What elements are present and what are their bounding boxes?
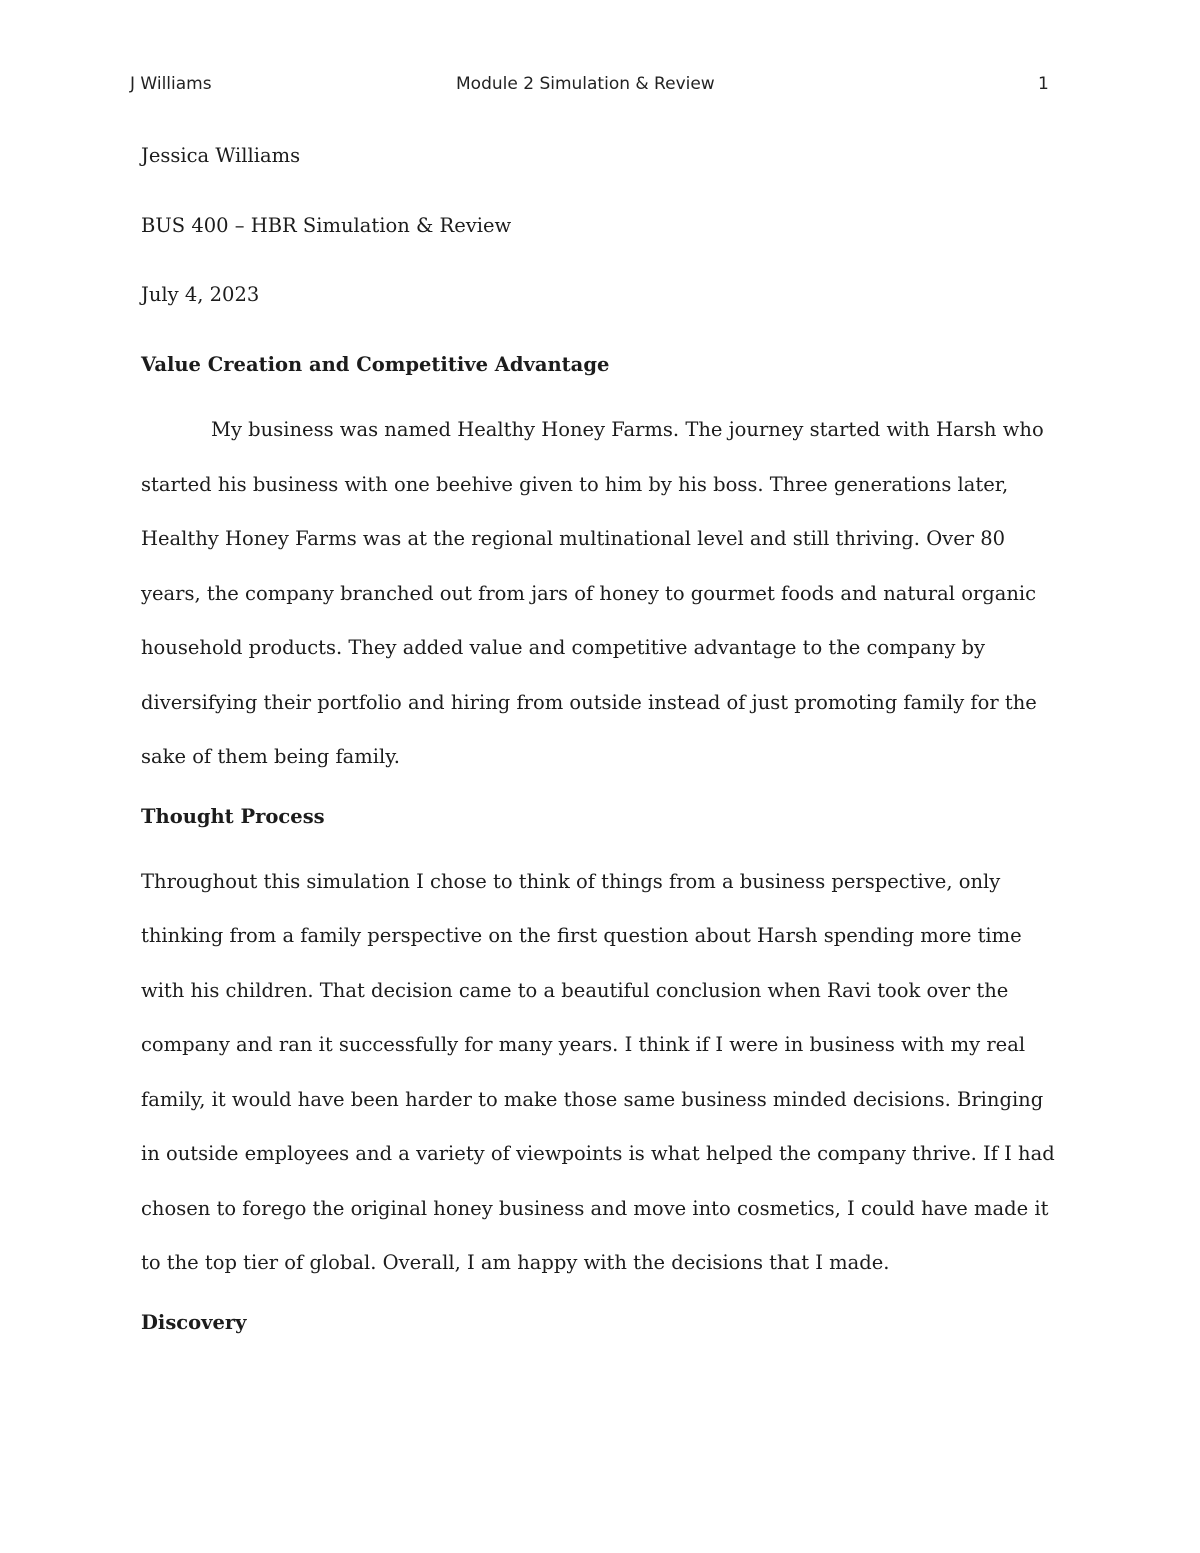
paragraph-value-creation: My business was named Healthy Honey Farms. The journey started with Harsh who started his business with one beehive given to him by his boss. Three generations later, Healthy Honey Farms was at the regional multinational level and still thriving. Over 80 years, the company branched out from jars of honey to gourmet foods and natural organic household products. They added value and competitive advantage to the company by diversifying their portfolio and hiring from outside instead of just promoting family for the sake of them being family. [141, 418, 1044, 768]
course-line: BUS 400 – HBR Simulation & Review [141, 214, 512, 237]
header-page-number: 1 [1038, 74, 1049, 94]
paragraph-thought-process: Throughout this simulation I chose to think of things from a business perspective, only thinking from a family perspective on the first question about Harsh spending more time with his children. That decision came to a beautiful conclusion when Ravi took over the company and ran it successfully for many years. I think if I were in business with my real family, it would have been harder to make those same business minded decisions. Bringing in outside employees and a variety of viewpoints is what helped the company thrive. If I had chosen to forego the original honey business and move into cosmetics, I could have made it to the top tier of global. Overall, I am happy with the decisions that I made. [141, 869, 1055, 1274]
page-header [0, 74, 1200, 100]
document-body [141, 140, 1061, 1361]
date-line: July 4, 2023 [141, 283, 260, 306]
section-heading-value-creation: Value Creation and Competitive Advantage [141, 353, 610, 376]
section-heading-discovery: Discovery [141, 1310, 247, 1334]
section-heading-thought-process: Thought Process [141, 804, 325, 828]
header-author: J Williams [130, 74, 212, 94]
student-name: Jessica Williams [141, 144, 301, 167]
header-running-title: Module 2 Simulation & Review [456, 74, 715, 94]
